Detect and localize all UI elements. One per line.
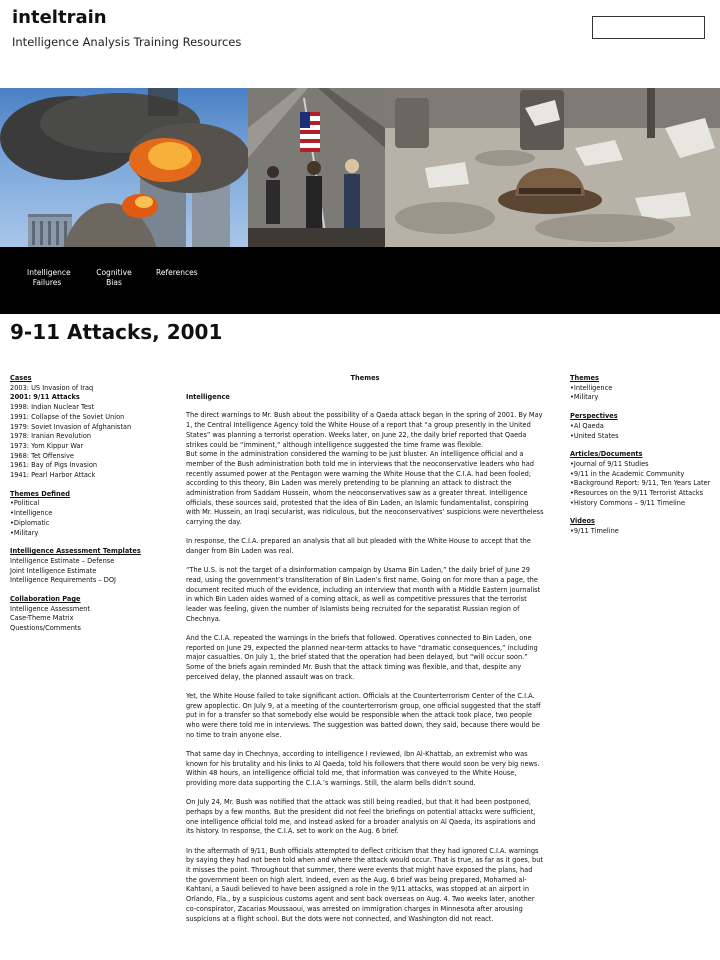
article-paragraph: In the aftermath of 9/11, Bush officials attempted to deflect criticism that they had ignored C.I.A. warnings by saying they had not been told when and where the attack would occur. That is true, as far as it goes, but it misses the point. Throughout that summer, there were events that might have exposed the plans, had the government been on high alert. Indeed, even as the Aug. 6 brief was being prepared, Mohamed al-Kahtani, a Saudi believed to have been assigned a role in the 9/11 attacks, was stopped at an airport in Orlando, Fla., by a suspicious customs agent and sent back overseas on Aug. 4. Two weeks later, another co-conspirator, Zacarias Moussaoui, was arrested on immigration charges in Minnesota after arousing suspicions at a flight school. But the dots were not connected, and Washington did not react. <box>186 846 544 923</box>
theme-link[interactable]: •Political <box>10 499 40 508</box>
article-paragraph: The direct warnings to Mr. Bush about the possibility of a Qaeda attack began in the spring of 2001. By May 1, the Central Intelligence Agency told the White House of a report that “a group presently in the United States” was planning a terrorist operation. Weeks later, on June 22, the daily brief reported that Qaeda strikes could be “imminent,” although intelligence suggested the time frame was flexible. But some in the administration considered the warning to be just bluster. An intelligence official and a member of the Bush administration both told me in interviews that the neoconservative leaders who had recently assumed power at the Pentagon were warning the White House that the C.I.A. had been fooled; according to this theory, Bin Laden was merely pretending to be planning an attack to distract the administration from Saddam Hussein, whom the neoconservatives saw as a greater threat. Intelligence officials, these sources said, protested that the idea of Bin Laden, an Islamic fundamentalist, conspiring with Mr. Hussein, an Iraqi secularist, was ridiculous, but the neoconservatives’ suspicions were nevertheless carrying the day. <box>186 411 544 527</box>
article-link[interactable]: •Journal of 9/11 Studies <box>570 459 649 468</box>
template-link[interactable]: Intelligence Requirements – DOJ <box>10 576 117 585</box>
video-link[interactable]: •9/11 Timeline <box>570 527 619 536</box>
article-link[interactable]: •Background Report: 9/11, Ten Years Later <box>570 479 711 488</box>
article-link[interactable]: •9/11 in the Academic Community <box>570 469 685 478</box>
case-link[interactable]: 1978: Iranian Revolution <box>10 432 92 441</box>
templates-heading[interactable]: Intelligence Assessment Templates <box>10 547 141 556</box>
case-link[interactable]: 1998: Indian Nuclear Test <box>10 403 95 412</box>
theme-link[interactable]: •Diplomatic <box>10 518 50 527</box>
hero-photo-debris-hat <box>385 88 720 247</box>
hero-photo-towers <box>0 88 248 247</box>
article-paragraph: And the C.I.A. repeated the warnings in the briefs that followed. Operatives connected to Bin Laden, one reported on June 29, expected the planned near-term attacks to have “dramatic consequences,” including major casualties. On July 1, the brief stated that the operation had been delayed, but “will occur soon.” Some of the briefs again reminded Mr. Bush that the attack timing was flexible, and that, despite any perceived delay, the planned assault was on track. <box>186 633 538 681</box>
article-link[interactable]: •Resources on the 9/11 Terrorist Attacks <box>570 489 704 498</box>
nav-cognitive-bias[interactable]: Cognitive Bias <box>96 268 132 287</box>
articles-heading[interactable]: Articles/Documents <box>570 450 643 459</box>
case-link[interactable]: 1941: Pearl Harbor Attack <box>10 471 96 480</box>
right-theme-link[interactable]: •Intelligence <box>570 383 613 392</box>
collaboration-heading[interactable]: Collaboration Page <box>10 595 81 604</box>
main-article <box>186 374 544 934</box>
site-title[interactable]: inteltrain <box>12 7 107 28</box>
case-link[interactable]: 1973: Yom Kippur War <box>10 441 84 450</box>
case-link-current[interactable]: 2001: 9/11 Attacks <box>10 393 80 402</box>
collab-link[interactable]: Intelligence Assessment <box>10 604 91 613</box>
perspective-link[interactable]: •Al Qaeda <box>570 421 604 430</box>
case-link[interactable]: 1991: Collapse of the Soviet Union <box>10 412 125 421</box>
theme-link[interactable]: •Military <box>10 528 39 537</box>
hero-banner <box>0 88 720 247</box>
article-paragraph: On July 24, Mr. Bush was notified that the attack was still being readied, but that it had been postponed, perhaps by a few months. But the president did not feel the briefings on potential attacks were sufficient, one intelligence official told me, and instead asked for a broader analysis on Al Qaeda, its aspirations and its history. In response, the C.I.A. set to work on the Aug. 6 brief. <box>186 798 536 836</box>
case-link[interactable]: 2003: US Invasion of Iraq <box>10 383 94 392</box>
theme-link[interactable]: •Intelligence <box>10 509 53 518</box>
main-nav <box>0 247 720 314</box>
right-themes-heading[interactable]: Themes <box>570 374 599 382</box>
article-link[interactable]: •History Commons – 9/11 Timeline <box>570 498 686 507</box>
perspectives-heading[interactable]: Perspectives <box>570 412 618 421</box>
cases-heading[interactable]: Cases <box>10 374 32 382</box>
site-tagline: Intelligence Analysis Training Resources <box>12 35 242 49</box>
template-link[interactable]: Intelligence Estimate – Defense <box>10 556 115 565</box>
themes-column-heading: Themes <box>350 374 380 382</box>
collab-link[interactable]: Case-Theme Matrix <box>10 614 74 623</box>
template-link[interactable]: Joint Intelligence Estimate <box>10 566 97 575</box>
collab-link[interactable]: Questions/Comments <box>10 624 81 633</box>
site-header <box>0 0 720 88</box>
perspective-link[interactable]: •United States <box>570 431 619 440</box>
article-paragraph: That same day in Chechnya, according to intelligence I reviewed, Ibn Al-Khattab, an extremist who was known for his brutality and his links to Al Qaeda, told his followers that there would soon be very big news. Within 48 hours, an intelligence official told me, that information was conveyed to the White House, providing more data supporting the C.I.A.’s warnings. Still, the alarm bells didn’t sound. <box>186 750 540 788</box>
left-sidebar <box>10 374 175 634</box>
search-input[interactable] <box>592 16 705 39</box>
right-sidebar <box>570 374 715 537</box>
case-link[interactable]: 1968: Tet Offensive <box>10 451 74 460</box>
right-theme-link[interactable]: •Military <box>570 393 599 402</box>
intelligence-subheading: Intelligence <box>186 392 230 401</box>
nav-intelligence-failures[interactable]: Intelligence Failures <box>27 268 71 287</box>
article-paragraph: Yet, the White House failed to take significant action. Officials at the Counterterrorism Center of the C.I.A. grew apoplectic. On July 9, at a meeting of the counterterrorism group, one official suggested that the staff put in for a transfer so that somebody else would be responsible when the attack took place, two people who were there told me in interviews. The suggestion was batted down, they said, because there would be no time to train anyone else. <box>186 691 541 739</box>
themes-defined-heading[interactable]: Themes Defined <box>10 489 70 498</box>
case-link[interactable]: 1979: Soviet Invasion of Afghanistan <box>10 422 132 431</box>
videos-heading[interactable]: Videos <box>570 517 595 526</box>
case-link[interactable]: 1961: Bay of Pigs Invasion <box>10 461 98 470</box>
page-title: 9-11 Attacks, 2001 <box>10 320 223 344</box>
article-paragraph: In response, the C.I.A. prepared an analysis that all but pleaded with the White House to accept that the danger from Bin Laden was real. <box>186 537 531 556</box>
nav-references[interactable]: References <box>156 268 198 277</box>
article-paragraph: “The U.S. is not the target of a disinformation campaign by Usama Bin Laden,” the daily brief of June 29 read, using the government’s transliteration of Bin Laden’s first name. Going on for more than a page, the document recited much of the evidence, including an interview that month with a Middle Eastern journalist in which Bin Laden aides warned of a coming attack, as well as competitive pressures that the terrorist leader was feeling, given the number of Islamists being recruited for the separatist Russian region of Chechnya. <box>186 566 541 623</box>
hero-photo-flag-raising <box>248 88 385 247</box>
